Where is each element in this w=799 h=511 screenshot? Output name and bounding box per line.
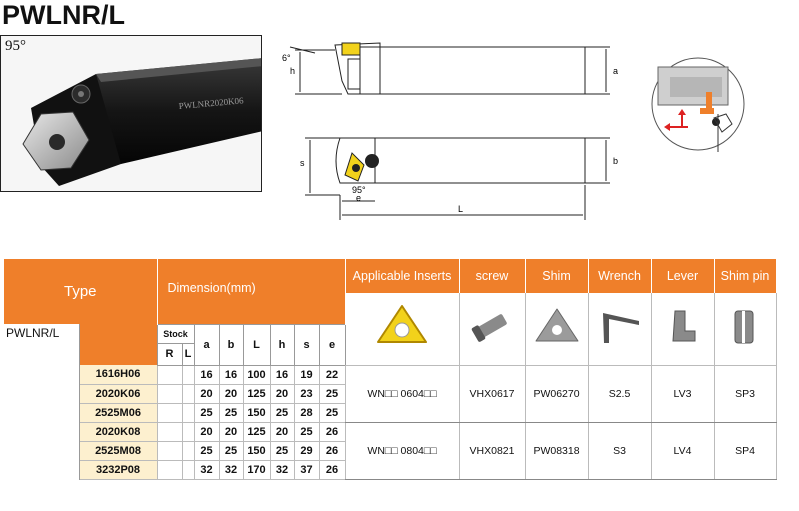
header-dimension: Dimension(mm) bbox=[157, 259, 345, 324]
accessory-lever-cell: LV3 bbox=[651, 365, 714, 422]
sub-e: e bbox=[319, 324, 345, 365]
dim-s-cell: 29 bbox=[294, 441, 319, 460]
dim-L-cell: 150 bbox=[243, 441, 270, 460]
dim-s-cell: 28 bbox=[294, 403, 319, 422]
stock-l-cell bbox=[182, 422, 194, 441]
sub-a: a bbox=[194, 324, 219, 365]
dim-b-cell: 16 bbox=[219, 365, 243, 384]
stock-l-cell bbox=[182, 365, 194, 384]
type-name: PWLNR/L bbox=[4, 324, 79, 479]
dim-e-cell: 26 bbox=[319, 422, 345, 441]
accessory-insert-cell: WN□□ 0804□□ bbox=[345, 422, 459, 479]
screw-image bbox=[459, 293, 525, 365]
side-angle-label: 95° bbox=[352, 185, 366, 195]
spec-table bbox=[4, 259, 777, 480]
accessory-shim-pin-cell: SP3 bbox=[714, 365, 776, 422]
dim-b-cell: 25 bbox=[219, 441, 243, 460]
dim-e-cell: 22 bbox=[319, 365, 345, 384]
model-code: 1616H06 bbox=[79, 365, 157, 384]
accessory-wrench-cell: S3 bbox=[588, 422, 651, 479]
top-a-label: a bbox=[613, 66, 619, 76]
dim-e-cell: 25 bbox=[319, 403, 345, 422]
stock-l-cell bbox=[182, 403, 194, 422]
dim-s-cell: 25 bbox=[294, 422, 319, 441]
header-shim: Shim bbox=[525, 259, 588, 293]
stock-r-cell bbox=[157, 422, 182, 441]
side-L-label: L bbox=[458, 204, 464, 214]
stock-l-cell bbox=[182, 460, 194, 479]
stock-r-cell bbox=[157, 384, 182, 403]
model-code: 2525M06 bbox=[79, 403, 157, 422]
dim-a-cell: 20 bbox=[194, 384, 219, 403]
product-photo bbox=[0, 35, 262, 192]
dim-s-cell: 37 bbox=[294, 460, 319, 479]
header-wrench: Wrench bbox=[588, 259, 651, 293]
stock-r-cell bbox=[157, 365, 182, 384]
dim-b-cell: 20 bbox=[219, 384, 243, 403]
sub-l: L bbox=[182, 343, 194, 365]
dim-e-cell: 26 bbox=[319, 460, 345, 479]
model-code: 2525M08 bbox=[79, 441, 157, 460]
model-code: 2020K06 bbox=[79, 384, 157, 403]
dim-s-cell: 23 bbox=[294, 384, 319, 403]
page-title: PWLNR/L bbox=[2, 0, 125, 30]
table-row bbox=[4, 422, 776, 441]
header-screw: screw bbox=[459, 259, 525, 293]
model-code: 3232P08 bbox=[79, 460, 157, 479]
shim-image bbox=[525, 293, 588, 365]
stock-l-cell bbox=[182, 441, 194, 460]
top-angle-label: 6° bbox=[282, 53, 291, 63]
table-row bbox=[4, 365, 776, 384]
accessory-shim-pin-cell: SP4 bbox=[714, 422, 776, 479]
dim-b-cell: 32 bbox=[219, 460, 243, 479]
accessory-shim-cell: PW06270 bbox=[525, 365, 588, 422]
header-inserts: Applicable Inserts bbox=[345, 259, 459, 293]
dim-L-cell: 125 bbox=[243, 384, 270, 403]
stock-r-cell bbox=[157, 460, 182, 479]
accessory-insert-cell: WN□□ 0604□□ bbox=[345, 365, 459, 422]
dim-a-cell: 25 bbox=[194, 441, 219, 460]
wrench-image bbox=[588, 293, 651, 365]
photo-engraving: PWLNR2020K06 bbox=[178, 95, 244, 111]
model-code: 2020K08 bbox=[79, 422, 157, 441]
dim-a-cell: 16 bbox=[194, 365, 219, 384]
sub-stock: Stock bbox=[157, 324, 194, 343]
dim-L-cell: 150 bbox=[243, 403, 270, 422]
dim-a-cell: 32 bbox=[194, 460, 219, 479]
sub-r: R bbox=[157, 343, 182, 365]
dim-h-cell: 25 bbox=[270, 441, 294, 460]
accessory-screw-cell: VHX0821 bbox=[459, 422, 525, 479]
sub-h: h bbox=[270, 324, 294, 365]
dim-h-cell: 25 bbox=[270, 403, 294, 422]
accessory-wrench-cell: S2.5 bbox=[588, 365, 651, 422]
dim-a-cell: 20 bbox=[194, 422, 219, 441]
insert-image bbox=[345, 293, 459, 365]
sub-b: b bbox=[219, 324, 243, 365]
accessory-lever-cell: LV4 bbox=[651, 422, 714, 479]
header-shim-pin: Shim pin bbox=[714, 259, 776, 293]
dim-L-cell: 100 bbox=[243, 365, 270, 384]
insert-detail-view bbox=[648, 52, 748, 157]
header-lever: Lever bbox=[651, 259, 714, 293]
dim-b-cell: 20 bbox=[219, 422, 243, 441]
shim-pin-image bbox=[714, 293, 776, 365]
header-type: Type bbox=[4, 259, 157, 324]
stock-r-cell bbox=[157, 403, 182, 422]
dim-b-cell: 25 bbox=[219, 403, 243, 422]
dim-a-cell: 25 bbox=[194, 403, 219, 422]
lever-image bbox=[651, 293, 714, 365]
dim-e-cell: 26 bbox=[319, 441, 345, 460]
side-e-label: e bbox=[356, 193, 362, 203]
sub-s: s bbox=[294, 324, 319, 365]
technical-drawing bbox=[270, 35, 630, 225]
dim-e-cell: 25 bbox=[319, 384, 345, 403]
sub-L: L bbox=[243, 324, 270, 365]
dim-h-cell: 20 bbox=[270, 384, 294, 403]
accessory-shim-cell: PW08318 bbox=[525, 422, 588, 479]
side-s-label: s bbox=[300, 158, 305, 168]
dim-s-cell: 19 bbox=[294, 365, 319, 384]
top-h-label: h bbox=[290, 66, 296, 76]
dim-h-cell: 32 bbox=[270, 460, 294, 479]
tool-holder-image bbox=[1, 36, 262, 192]
dim-L-cell: 170 bbox=[243, 460, 270, 479]
side-b-label: b bbox=[613, 156, 619, 166]
accessory-screw-cell: VHX0617 bbox=[459, 365, 525, 422]
photo-angle-label: 95° bbox=[5, 38, 26, 54]
stock-l-cell bbox=[182, 384, 194, 403]
stock-r-cell bbox=[157, 441, 182, 460]
dim-L-cell: 125 bbox=[243, 422, 270, 441]
dim-h-cell: 16 bbox=[270, 365, 294, 384]
dim-h-cell: 20 bbox=[270, 422, 294, 441]
